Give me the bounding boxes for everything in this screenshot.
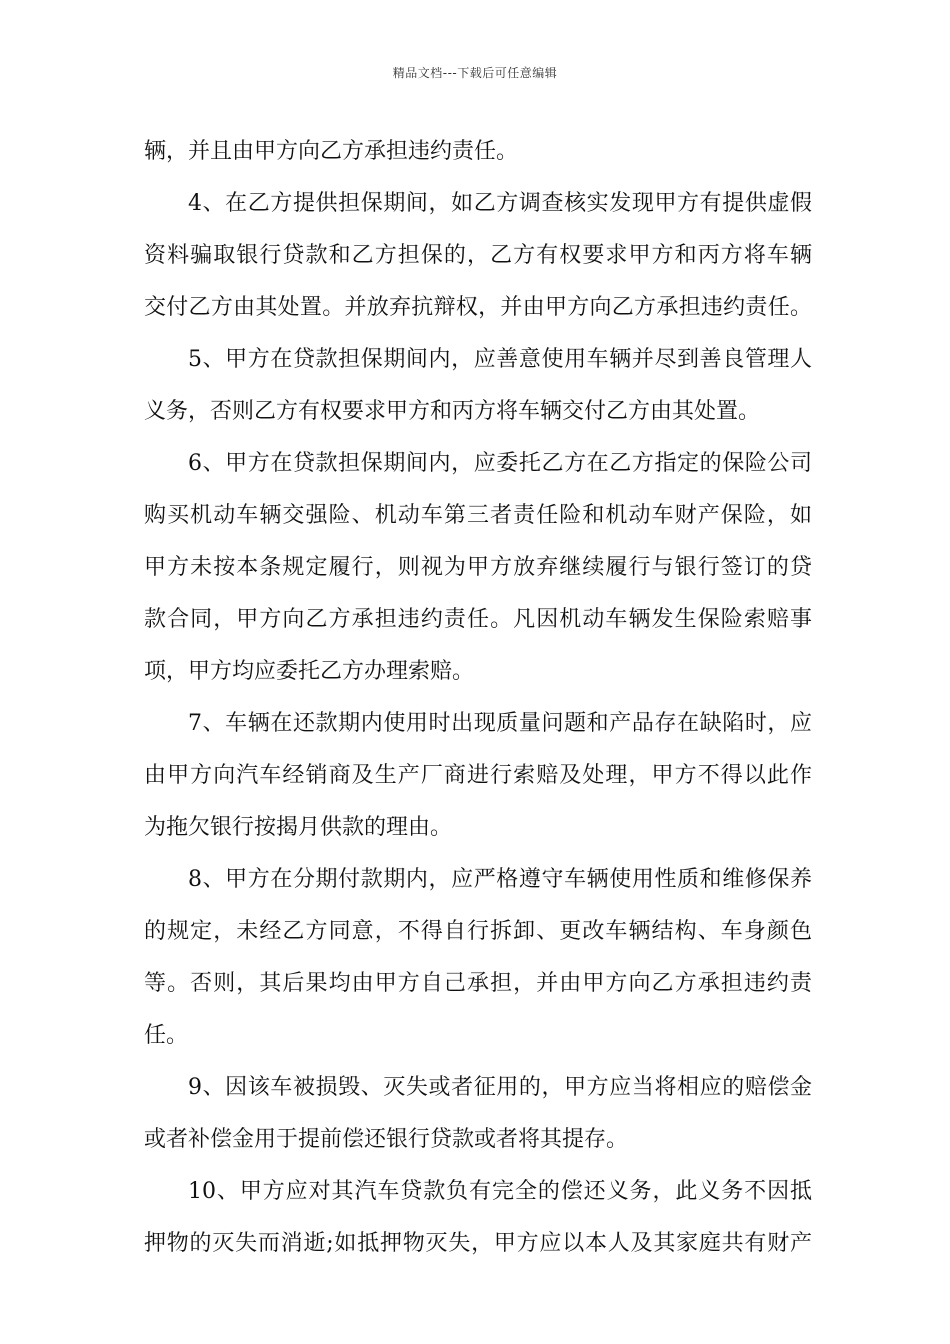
document-body: [144, 126, 812, 1270]
text-line: 辆，并且由甲方向乙方承担违约责任。: [144, 139, 519, 164]
text-line: 甲方未按本条规定履行，则视为甲方放弃继续履行与银行签订的贷: [144, 555, 812, 580]
page-header: 精品文档---下载后可任意编辑: [392, 66, 558, 80]
text-line: 或者补偿金用于提前偿还银行贷款或者将其提存。: [144, 1127, 629, 1152]
text-line: 项，甲方均应委托乙方办理索赔。: [144, 659, 475, 684]
paragraph-clause-6: [144, 438, 812, 698]
text-line: 5、甲方在贷款担保期间内，应善意使用车辆并尽到善良管理人: [188, 347, 812, 372]
text-line: 由甲方向汽车经销商及生产厂商进行索赔及处理，甲方不得以此作: [144, 763, 812, 788]
text-line: 8、甲方在分期付款期内，应严格遵守车辆使用性质和维修保养: [188, 867, 812, 892]
text-line: 6、甲方在贷款担保期间内，应委托乙方在乙方指定的保险公司: [188, 451, 812, 476]
text-line: 4、在乙方提供担保期间，如乙方调查核实发现甲方有提供虚假: [188, 191, 812, 216]
paragraph-clause-9: [144, 1062, 812, 1166]
paragraph-clause-10: [144, 1166, 812, 1270]
text-line: 义务，否则乙方有权要求甲方和丙方将车辆交付乙方由其处置。: [144, 399, 761, 424]
text-line: 7、车辆在还款期内使用时出现质量问题和产品存在缺陷时，应: [188, 711, 812, 736]
paragraph-continuation: [144, 126, 812, 178]
text-line: 资料骗取银行贷款和乙方担保的，乙方有权要求甲方和丙方将车辆: [144, 243, 812, 268]
text-line: 的规定，未经乙方同意，不得自行拆卸、更改车辆结构、车身颜色: [144, 919, 812, 944]
text-line: 购买机动车辆交强险、机动车第三者责任险和机动车财产保险，如: [144, 503, 812, 528]
text-line: 为拖欠银行按揭月供款的理由。: [144, 815, 453, 840]
text-line: 任。: [144, 1023, 189, 1048]
paragraph-clause-7: [144, 698, 812, 854]
text-line: 等。否则，其后果均由甲方自己承担，并由甲方向乙方承担违约责: [144, 971, 812, 996]
text-line: 押物的灭失而消逝;如抵押物灭失，甲方应以本人及其家庭共有财产: [144, 1231, 812, 1256]
text-line: 9、因该车被损毁、灭失或者征用的，甲方应当将相应的赔偿金: [188, 1075, 812, 1100]
text-line: 款合同，甲方向乙方承担违约责任。凡因机动车辆发生保险索赔事: [144, 607, 812, 632]
paragraph-clause-4: [144, 178, 812, 334]
paragraph-clause-8: [144, 854, 812, 1062]
text-line: 10、甲方应对其汽车贷款负有完全的偿还义务，此义务不因抵: [188, 1179, 812, 1204]
paragraph-clause-5: [144, 334, 812, 438]
text-line: 交付乙方由其处置。并放弃抗辩权，并由甲方向乙方承担违约责任。: [144, 295, 812, 320]
